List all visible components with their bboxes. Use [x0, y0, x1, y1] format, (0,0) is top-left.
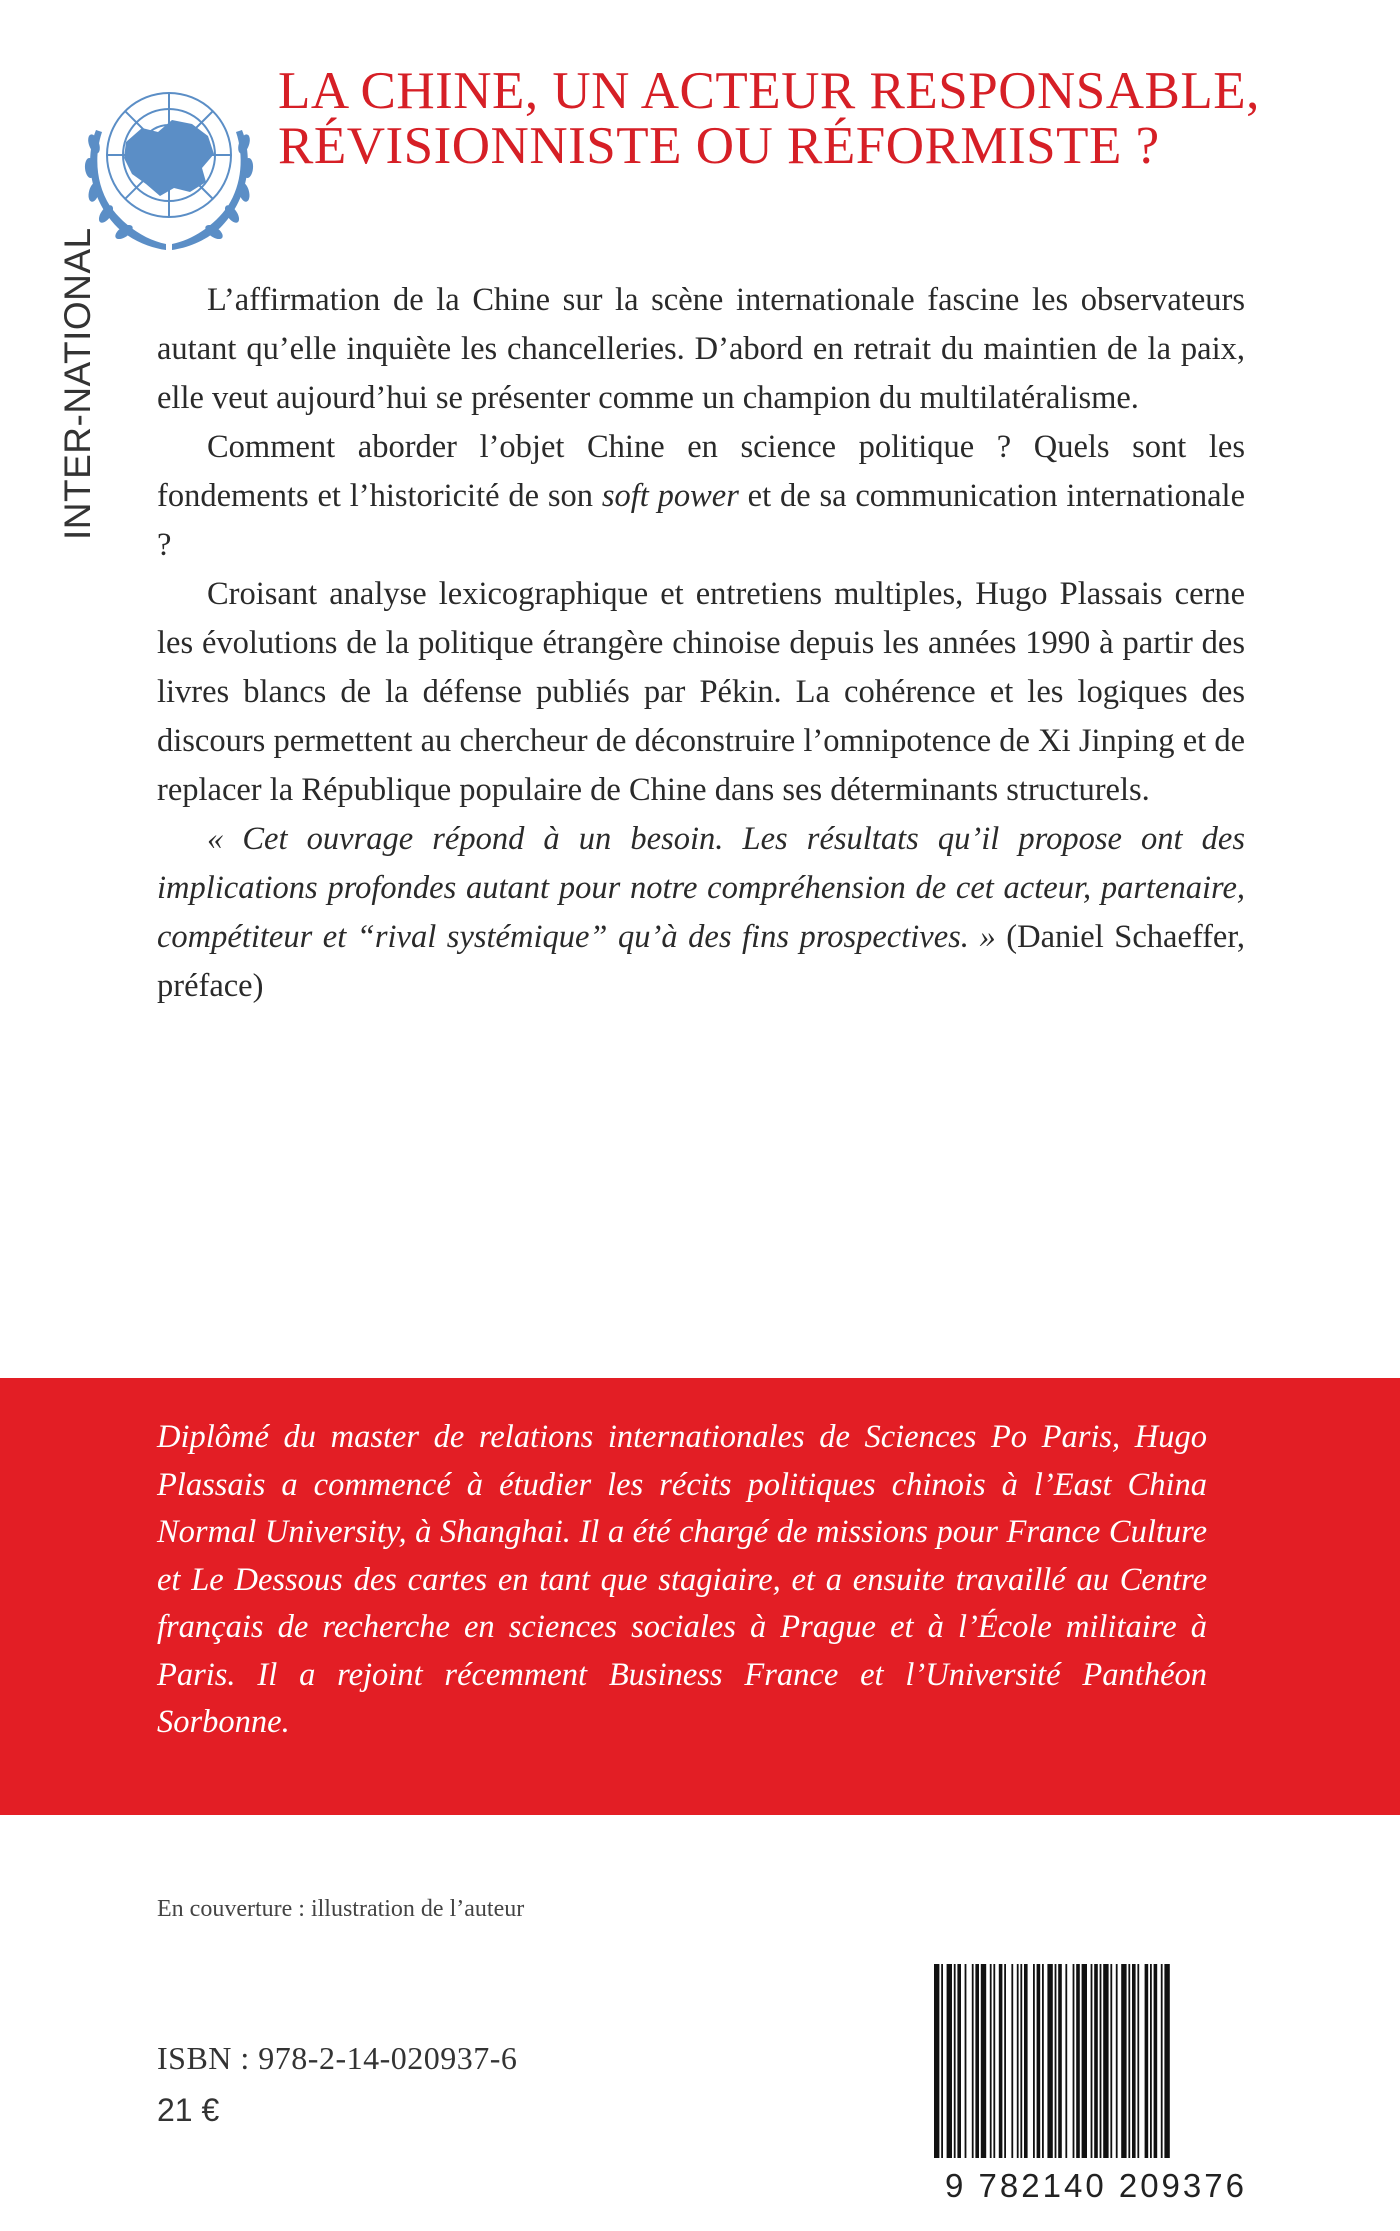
blurb-paragraph-2-end: et de sa communication internationale ? — [157, 478, 1245, 563]
back-cover-blurb — [157, 276, 1245, 1011]
blurb-paragraph-3: Croisant analyse lexicographique et entretiens multiples, Hugo Plassais cerne les évolutions de la politique étrangère chinoise depuis les années 1990 à partir des livres blancs de la défense publiés par Pékin. La cohérence et les logiques des discours permettent au chercheur de déconstruire l’omnipotence de Xi Jinping et de replacer la République populaire de Chine dans ses déterminants structurels. — [157, 576, 1245, 808]
quote-text: « Cet ouvrage répond à un besoin. Les résultats qu’il propose ont des implications profondes autant pour notre compréhension de cet acteur, partenaire, compétiteur et “rival systémique” qu’à des fins prospectives. » — [157, 821, 1245, 955]
cover-credit: En couverture : illustration de l’auteur — [157, 1896, 525, 1922]
title-line-2: RÉVISIONNISTE OU RÉFORMISTE ? — [278, 117, 1160, 175]
isbn: ISBN : 978-2-14-020937-6 — [157, 2040, 518, 2076]
blurb-quote — [157, 815, 1245, 1011]
series-name: INTER-NATIONAL — [57, 227, 98, 540]
book-title — [278, 64, 1338, 174]
blurb-paragraph-1: L’affirmation de la Chine sur la scène internationale fascine les observateurs autant qu’elle inquiète les chancelleries. D’abord en retrait du maintien de la paix, elle veut aujourd’hui se présenter comme un champion du multilatéralisme. — [157, 282, 1245, 416]
price: 21 € — [157, 2092, 220, 2128]
blurb-paragraph-2-text: Comment aborder l’objet Chine en science politique ? Quels sont les fondements et l’historicité de son — [157, 429, 1245, 514]
author-bio: Diplômé du master de relations internationales de Sciences Po Paris, Hugo Plassais a commencé à étudier les récits politiques chinois à l’East China Normal University, à Shanghai. Il a été chargé de missions pour France Culture et Le Dessous des cartes en tant que stagiaire, et a ensuite travaillé au Centre français de recherche en sciences sociales à Prague et à l’École militaire à Paris. Il a rejoint récemment Business France et l’Université Panthéon Sorbonne. — [157, 1419, 1207, 1740]
barcode-icon — [928, 1964, 1264, 2158]
blurb-paragraph-2 — [157, 423, 1245, 570]
quote-source: (Daniel Schaeffer, préface) — [157, 919, 1246, 1004]
title-line-1: LA CHINE, UN ACTEUR RESPONSABLE, — [278, 62, 1260, 120]
un-emblem-china-map-icon — [74, 70, 264, 260]
blurb-emphasis: soft power — [601, 478, 739, 514]
barcode-digits: 9 782140 209376 — [945, 2167, 1247, 2204]
